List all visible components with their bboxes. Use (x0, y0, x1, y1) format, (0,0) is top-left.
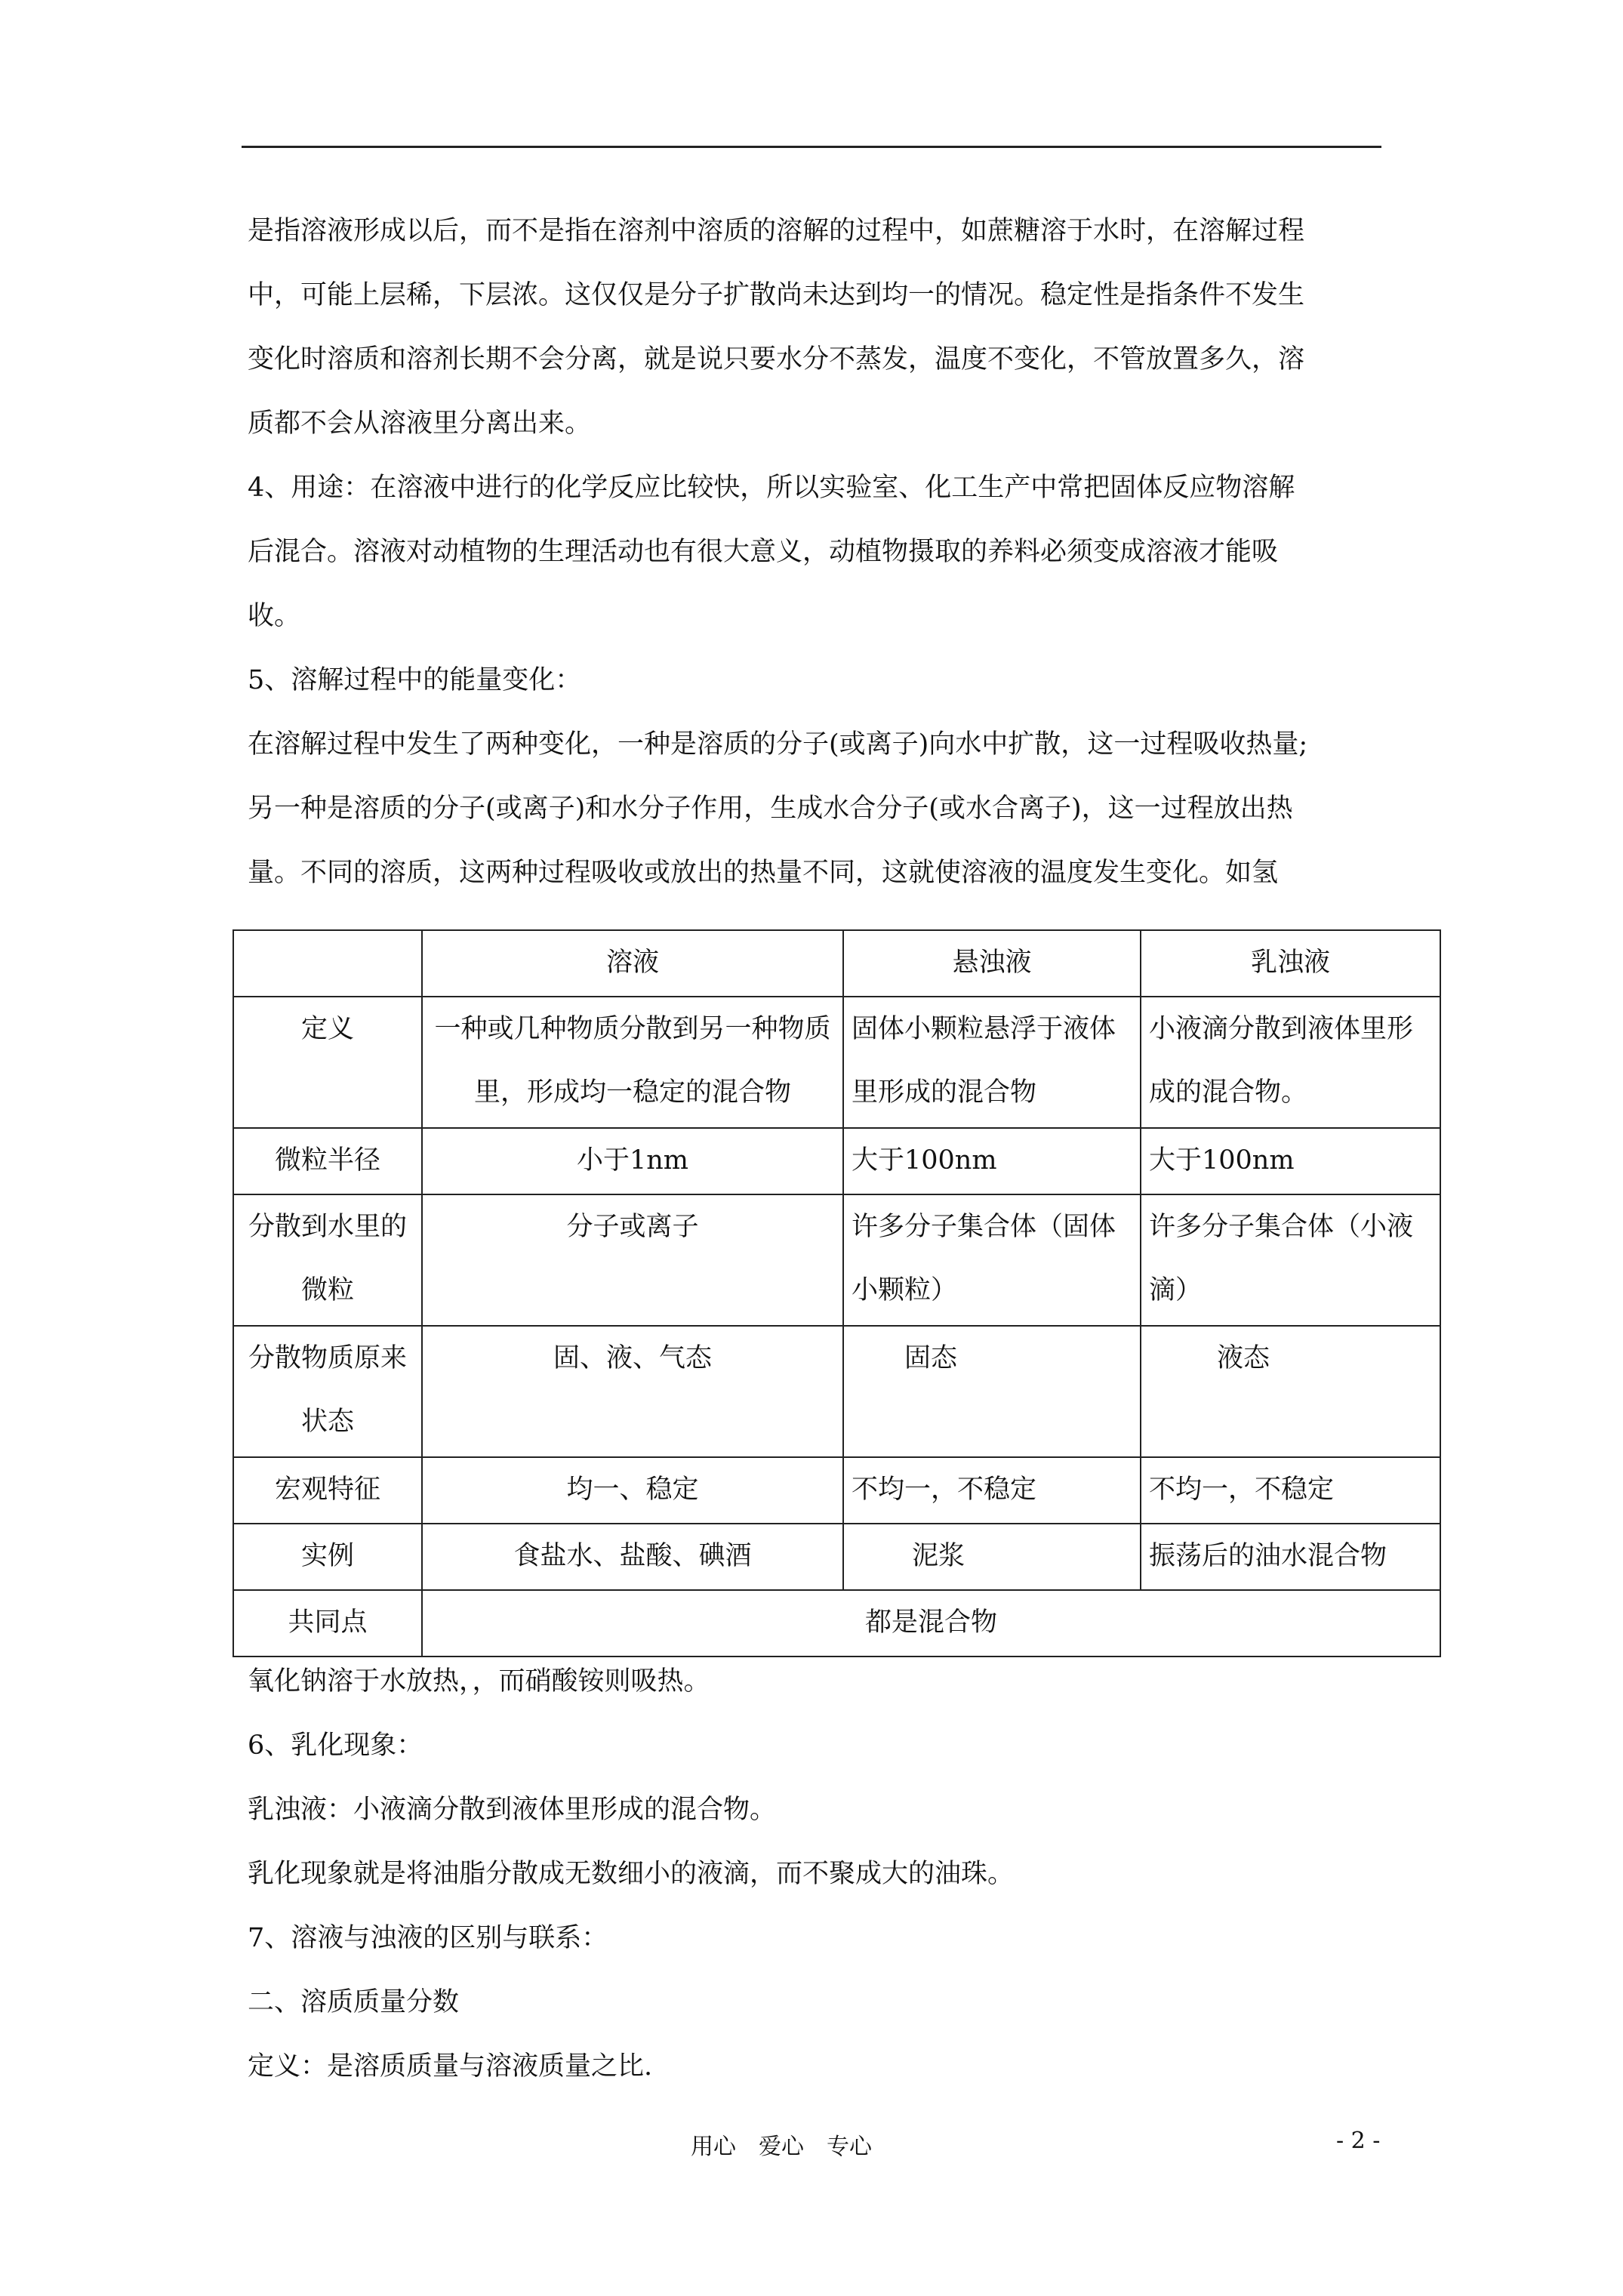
table-row (233, 997, 1440, 1128)
table-cell: 小于1nm (422, 1128, 843, 1194)
row-label: 共同点 (233, 1590, 422, 1657)
table-cell: 不均一，不稳定 (1141, 1457, 1440, 1524)
paragraph-line: 量。不同的溶质，这两种过程吸收或放出的热量不同，这就使溶液的温度发生变化。如氢 (248, 858, 1279, 888)
table-header-cell: 乳浊液 (1141, 930, 1440, 997)
header-rule (242, 146, 1381, 148)
paragraph-line: 4、用途：在溶液中进行的化学反应比较快，所以实验室、化工生产中常把固体反应物溶解 (248, 473, 1295, 503)
table-row (233, 1194, 1440, 1326)
table-cell: 食盐水、盐酸、碘酒 (422, 1524, 843, 1590)
table-cell: 大于100nm (1141, 1128, 1440, 1194)
paragraph-line: 质都不会从溶液里分离出来。 (248, 408, 592, 439)
table-cell: 振荡后的油水混合物 (1141, 1524, 1440, 1590)
paragraph-line: 氧化钠溶于水放热，，而硝酸铵则吸热。 (248, 1666, 710, 1697)
paragraph-line: 后混合。溶液对动植物的生理活动也有很大意义，动植物摄取的养料必须变成溶液才能吸 (248, 537, 1279, 567)
table-cell: 许多分子集合体（固体小颗粒） (843, 1194, 1141, 1326)
table-cell: 泥浆 (843, 1524, 1141, 1590)
table-row (233, 1590, 1440, 1657)
paragraph-line: 是指溶液形成以后，而不是指在溶剂中溶质的溶解的过程中，如蔗糖溶于水时，在溶解过程 (248, 216, 1305, 246)
table-header-cell (233, 930, 422, 997)
paragraph-line: 定义：是溶质质量与溶液质量之比. (248, 2051, 653, 2082)
table-header-cell: 溶液 (422, 930, 843, 997)
table-cell: 液态 (1141, 1326, 1440, 1457)
table-row (233, 1524, 1440, 1590)
table-cell: 小液滴分散到液体里形成的混合物。 (1141, 997, 1440, 1128)
section-heading: 二、溶质质量分数 (248, 1987, 460, 2017)
table-cell: 一种或几种物质分散到另一种物质里，形成均一稳定的混合物 (422, 997, 843, 1128)
section-heading: 6、乳化现象： (248, 1730, 423, 1761)
row-label: 分散物质原来状态 (233, 1326, 422, 1457)
footer-motto: 用心 爱心 专心 (691, 2134, 872, 2160)
row-label: 分散到水里的微粒 (233, 1194, 422, 1326)
table-row (233, 1326, 1440, 1457)
table-cell: 固态 (843, 1326, 1141, 1457)
paragraph-line: 另一种是溶质的分子(或离子)和水分子作用，生成水合分子(或水合离子)，这一过程放出热 (248, 794, 1293, 824)
row-label: 微粒半径 (233, 1128, 422, 1194)
row-label: 定义 (233, 997, 422, 1128)
paragraph-line: 变化时溶质和溶剂长期不会分离，就是说只要水分不蒸发，温度不变化，不管放置多久，溶 (248, 344, 1305, 374)
table-cell: 固体小颗粒悬浮于液体里形成的混合物 (843, 997, 1141, 1128)
table-row (233, 1128, 1440, 1194)
body-text-top (248, 199, 1380, 905)
section-heading: 5、溶解过程中的能量变化： (248, 665, 582, 695)
paragraph-line: 乳浊液：小液滴分散到液体里形成的混合物。 (248, 1795, 777, 1825)
row-label: 实例 (233, 1524, 422, 1590)
table-cell-merged: 都是混合物 (422, 1590, 1440, 1657)
table-cell: 许多分子集合体（小液滴） (1141, 1194, 1440, 1326)
section-heading: 7、溶液与浊液的区别与联系： (248, 1923, 608, 1953)
comparison-table (233, 929, 1441, 1657)
table-cell: 均一、稳定 (422, 1457, 843, 1524)
page-number: - 2 - (1336, 2128, 1381, 2154)
table-header-cell: 悬浊液 (843, 930, 1141, 997)
table-header-row (233, 930, 1440, 997)
body-text-bottom (248, 1650, 1380, 2099)
table-cell: 分子或离子 (422, 1194, 843, 1326)
table-cell: 固、液、气态 (422, 1326, 843, 1457)
table-cell: 不均一，不稳定 (843, 1457, 1141, 1524)
paragraph-line: 收。 (248, 601, 301, 631)
paragraph-line: 乳化现象就是将油脂分散成无数细小的液滴，而不聚成大的油珠。 (248, 1859, 1015, 1889)
paragraph-line: 在溶解过程中发生了两种变化，一种是溶质的分子(或离子)向水中扩散，这一过程吸收热量; (248, 729, 1308, 760)
table-row (233, 1457, 1440, 1524)
row-label: 宏观特征 (233, 1457, 422, 1524)
table-cell: 大于100nm (843, 1128, 1141, 1194)
paragraph-line: 中，可能上层稀，下层浓。这仅仅是分子扩散尚未达到均一的情况。稳定性是指条件不发生 (248, 280, 1305, 310)
